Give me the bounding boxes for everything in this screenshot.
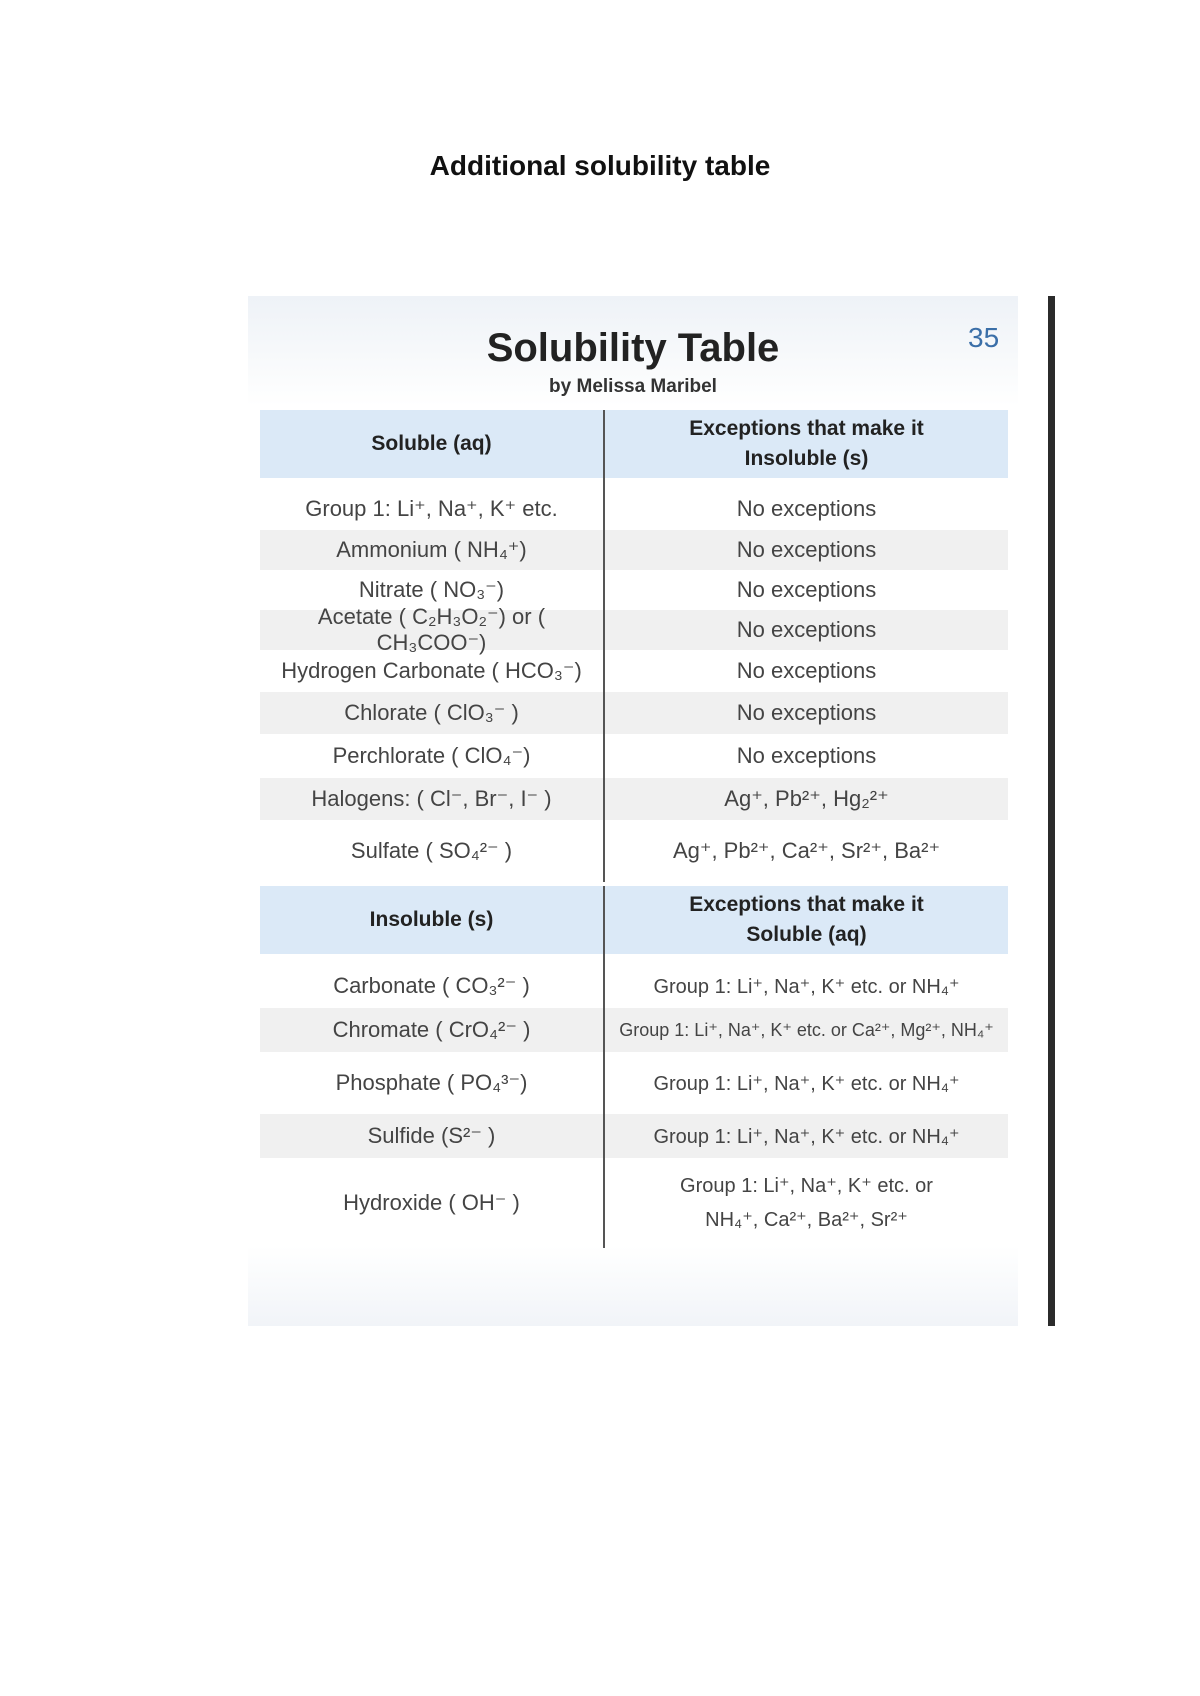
ion-cell: Perchlorate ( ClO₄⁻) xyxy=(260,734,605,778)
exception-cell: Ag⁺, Pb²⁺, Hg₂²⁺ xyxy=(724,786,889,811)
table-row xyxy=(260,1114,1008,1158)
table-row xyxy=(260,488,1008,530)
exception-cell xyxy=(605,1165,1008,1241)
ion-cell: Phosphate ( PO₄³⁻) xyxy=(260,1052,605,1114)
exception-cell: No exceptions xyxy=(736,658,877,683)
exception-line: NH₄⁺, Ca²⁺, Ba²⁺, Sr²⁺ xyxy=(705,1209,908,1231)
exception-cell: Group 1: Li⁺, Na⁺, K⁺ etc. or NH₄⁺ xyxy=(653,1125,960,1148)
page-number: 35 xyxy=(968,322,1000,353)
header-line: Exceptions that make it xyxy=(689,893,924,916)
ion-cell: Sulfide (S²⁻ ) xyxy=(260,1114,605,1158)
ion-cell: Nitrate ( NO₃⁻) xyxy=(260,570,605,610)
exception-cell: Group 1: Li⁺, Na⁺, K⁺ etc. or NH₄⁺ xyxy=(653,1072,960,1095)
soluble-header: Soluble (aq) xyxy=(260,410,605,478)
table-row xyxy=(260,1008,1008,1052)
table-row xyxy=(260,1052,1008,1114)
spacer xyxy=(260,954,1008,964)
ion-cell: Group 1: Li⁺, Na⁺, K⁺ etc. xyxy=(260,488,605,530)
table-row xyxy=(260,1158,1008,1248)
table-row xyxy=(260,964,1008,1008)
spacer xyxy=(260,478,1008,488)
table-row xyxy=(260,734,1008,778)
table-row xyxy=(260,604,1008,655)
ion-cell: Sulfate ( SO₄²⁻ ) xyxy=(260,820,605,882)
card-author: by Melissa Maribel xyxy=(549,376,717,397)
page-title: Additional solubility table xyxy=(429,150,771,181)
exception-cell: Ag⁺, Pb²⁺, Ca²⁺, Sr²⁺, Ba²⁺ xyxy=(672,838,941,863)
solubility-table-card xyxy=(248,296,1018,1326)
insoluble-header: Insoluble (s) xyxy=(260,886,605,954)
table-row xyxy=(260,778,1008,820)
exception-cell: Group 1: Li⁺, Na⁺, K⁺ etc. or NH₄⁺ xyxy=(653,975,960,998)
ion-cell: Ammonium ( NH₄⁺) xyxy=(260,530,605,570)
table-row xyxy=(260,650,1008,692)
insoluble-header-row xyxy=(260,886,1008,954)
ion-cell: Acetate ( C₂H₃O₂⁻) or ( CH₃COO⁻) xyxy=(260,610,605,650)
ion-cell: Chromate ( CrO₄²⁻ ) xyxy=(260,1008,605,1052)
header-line: Insoluble (s) xyxy=(744,447,869,470)
card-edge-bar xyxy=(1048,296,1055,1326)
ion-cell: Hydrogen Carbonate ( HCO₃⁻) xyxy=(260,650,605,692)
header-line: Exceptions that make it xyxy=(689,417,924,440)
solubility-table xyxy=(260,410,1008,1248)
exception-cell: No exceptions xyxy=(736,700,877,725)
insoluble-exceptions-header xyxy=(605,890,1008,950)
header-line: Soluble (aq) xyxy=(746,923,867,946)
ion-cell: Carbonate ( CO₃²⁻ ) xyxy=(260,964,605,1008)
table-row xyxy=(260,692,1008,734)
exception-cell: No exceptions xyxy=(736,577,877,602)
ion-cell: Chlorate ( ClO₃⁻ ) xyxy=(260,692,605,734)
exception-cell: No exceptions xyxy=(736,496,877,521)
table-row xyxy=(260,820,1008,882)
ion-cell: Halogens: ( Cl⁻, Br⁻, I⁻ ) xyxy=(260,778,605,820)
card-title: Solubility Table xyxy=(486,326,780,370)
ion-cell: Hydroxide ( OH⁻ ) xyxy=(260,1158,605,1248)
exception-cell: No exceptions xyxy=(736,537,877,562)
soluble-exceptions-header xyxy=(605,414,1008,474)
soluble-header-row xyxy=(260,410,1008,478)
exception-cell: No exceptions xyxy=(736,743,877,768)
exception-cell: Group 1: Li⁺, Na⁺, K⁺ etc. or Ca²⁺, Mg²⁺, NH₄⁺ xyxy=(619,1019,994,1040)
exception-cell: No exceptions xyxy=(736,617,877,642)
table-row xyxy=(260,530,1008,570)
exception-line: Group 1: Li⁺, Na⁺, K⁺ etc. or xyxy=(680,1175,933,1197)
